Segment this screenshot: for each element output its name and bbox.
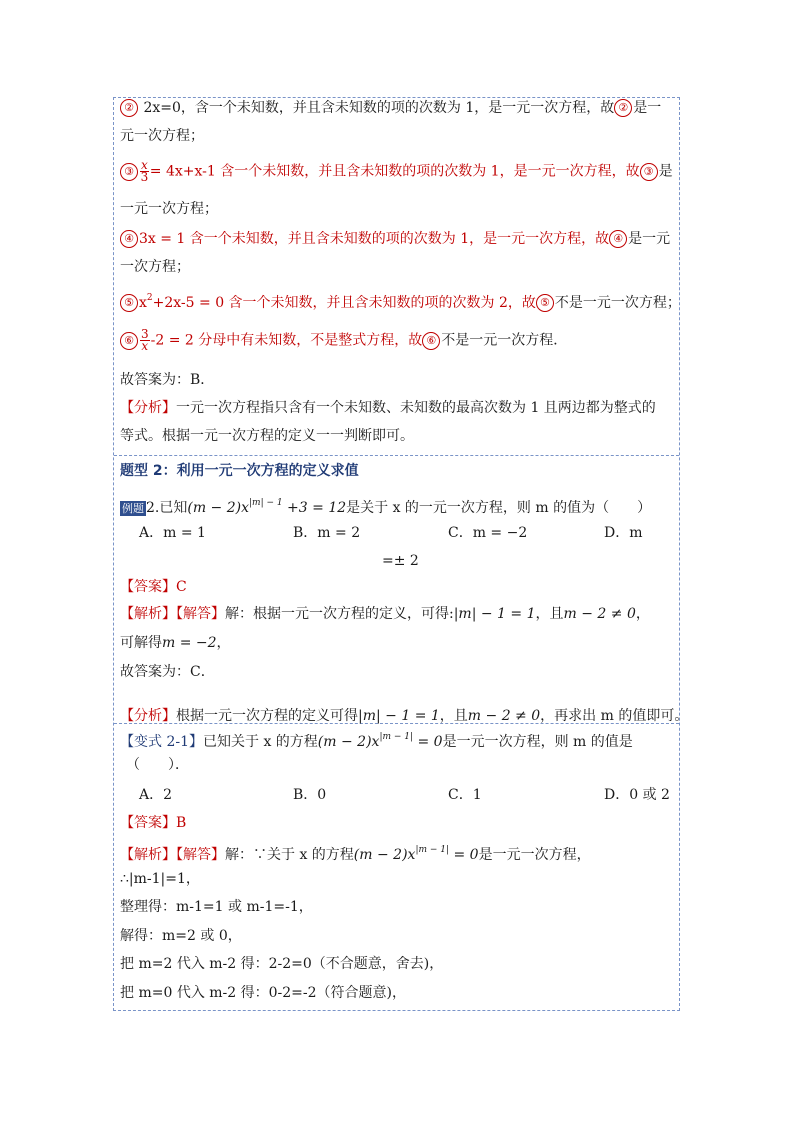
- analysis-text: 一元一次方程指只含有一个未知数、未知数的最高次数为 1 且两边都为整式的: [176, 400, 656, 416]
- item-3-line2: 一元一次方程；: [120, 201, 218, 217]
- equation: |m| − 1 = 1: [358, 708, 440, 724]
- equation: = 0: [413, 734, 443, 750]
- equation: m − 2 ≠ 0: [467, 708, 541, 724]
- equation: |m| − 1 = 1: [453, 606, 536, 622]
- circled-number: ②: [614, 99, 632, 117]
- answer-tag: 【答案】: [120, 815, 176, 831]
- solution-text: 是一元一次方程，: [478, 847, 591, 863]
- option-a: A．2: [139, 787, 173, 803]
- analysis-text: ，且: [439, 708, 468, 724]
- solution-line2: [120, 633, 231, 653]
- solution-text: 解：∵关于 x 的方程: [225, 847, 354, 863]
- option-d: D．0 或 2: [604, 787, 670, 803]
- analysis-tag: 【分析】: [120, 400, 176, 416]
- example-badge: 例题: [122, 502, 144, 515]
- item-text: 3x = 1 含一个未知数，并且含未知数的项的次数为 1，是一元一次方程，故: [139, 231, 610, 247]
- question-text: 是关于 x 的一元一次方程，则 m 的值为（ ）: [346, 500, 652, 516]
- solution-text: ，且: [535, 606, 564, 622]
- solution-text: ，: [635, 606, 650, 622]
- example-question: [120, 493, 651, 518]
- option-d-continued: =± 2: [382, 553, 419, 569]
- item-6-line: [120, 329, 567, 352]
- item-text: +2x-5 = 0 含一个未知数，并且含未知数的项的次数为 2，故: [152, 295, 536, 311]
- option-a: A．m = 1: [139, 525, 206, 541]
- exponent: |m − 1|: [379, 732, 414, 742]
- solution-line1: [120, 840, 591, 865]
- solution-line2: ∴|m-1|=1，: [120, 871, 200, 887]
- exponent: 2: [146, 293, 153, 303]
- circled-number: ⑤: [536, 294, 554, 312]
- variant-tag: 【变式 2-1】: [120, 734, 203, 750]
- item-4-line1: [120, 229, 670, 249]
- question-text: 已知关于 x 的方程: [203, 734, 318, 750]
- solution-line3: 故答案为：C．: [120, 664, 215, 680]
- exponent: |m| − 1: [249, 498, 283, 508]
- question-text: 是一元一次方程，则 m 的值是: [442, 734, 633, 750]
- numerator: 3: [141, 327, 149, 341]
- section-title: 题型 2：利用一元一次方程的定义求值: [120, 463, 359, 479]
- analysis-text: 根据一元一次方程的定义可得: [176, 708, 358, 724]
- analysis-text: ，再求出 m 的值即可。: [540, 708, 689, 724]
- circled-number: ⑥: [120, 332, 138, 350]
- equation: m − 2 ≠ 0: [563, 606, 636, 622]
- question-text: 2.已知: [146, 500, 188, 516]
- solution-line6: 把 m=0 代入 m-2 得：0-2=-2（符合题意)，: [120, 985, 407, 1001]
- circled-number: ④: [120, 230, 138, 248]
- option-b: B．0: [293, 787, 327, 803]
- circled-number: ②: [120, 99, 138, 117]
- solution-tag: 【解析】【解答】: [120, 847, 225, 863]
- option-c: C．m = −2: [448, 525, 528, 541]
- analysis-line: [120, 706, 688, 726]
- solution-line4: 解得：m=2 或 0，: [120, 928, 242, 944]
- item-5-line: [120, 288, 681, 313]
- item-3-line1: [120, 160, 673, 183]
- numerator: x: [141, 158, 148, 172]
- denominator: 3: [140, 170, 149, 184]
- solution-line3: 整理得：m-1=1 或 m-1=-1，: [120, 899, 313, 915]
- option-b: B．m = 2: [293, 525, 361, 541]
- equation: +3 = 12: [282, 500, 347, 516]
- option-d: D．m: [604, 525, 643, 541]
- answer-line: [120, 577, 187, 597]
- analysis-tag: 【分析】: [120, 708, 176, 724]
- answer-value: B: [176, 815, 187, 831]
- item-text: 不是一元一次方程．: [441, 332, 568, 349]
- circled-number: ⑤: [120, 294, 138, 312]
- circled-number: ④: [609, 230, 627, 248]
- equation: m = −2: [162, 635, 217, 651]
- solution-text: 解：根据一元一次方程的定义，可得:: [225, 606, 454, 622]
- solution-text: 可解得: [120, 635, 162, 651]
- circled-number: ③: [640, 163, 658, 181]
- exponent: |m − 1|: [415, 845, 450, 855]
- item-4-line2: 一次方程；: [120, 259, 190, 275]
- fraction: [140, 160, 149, 183]
- item-text: 2x=0，含一个未知数，并且含未知数的项的次数为 1，是一元一次方程，故: [139, 100, 615, 116]
- item-text: 是一元: [628, 231, 671, 247]
- equation: (m − 2)x: [187, 500, 249, 516]
- answer-value: C: [176, 579, 187, 595]
- answer-tag: 【答案】: [120, 579, 176, 595]
- solution-line1: [120, 604, 650, 624]
- item-text: -2 = 2 分母中有未知数，不是整式方程，故: [150, 332, 423, 349]
- analysis-line2: 等式。根据一元一次方程的定义一一判断即可。: [120, 428, 414, 444]
- item-text: = 4x+x-1 含一个未知数，并且含未知数的项的次数为 1，是一元一次方程，故: [149, 163, 640, 180]
- item-text: 是: [658, 163, 673, 180]
- equation: (m − 2)x: [317, 734, 380, 750]
- equation: (m − 2)x: [353, 847, 416, 863]
- analysis-line1: [120, 398, 656, 418]
- circled-number: ⑥: [422, 332, 440, 350]
- answer-line: [120, 813, 186, 833]
- option-c: C．1: [448, 787, 482, 803]
- denominator: x: [141, 339, 149, 353]
- equation: = 0: [449, 847, 479, 863]
- section-divider: [114, 455, 679, 456]
- fraction: [140, 329, 150, 352]
- solution-text: ，: [216, 635, 231, 651]
- item-text: 不是一元一次方程；: [554, 295, 681, 311]
- variant-question-line2: （ ）．: [126, 757, 189, 773]
- circled-number: ③: [120, 163, 138, 181]
- item-2-line2: 元一次方程；: [120, 128, 204, 144]
- item-text: x: [139, 295, 147, 311]
- item-2-line1: [120, 98, 661, 118]
- variant-question: [120, 727, 633, 752]
- answer-line: 故答案为：B．: [120, 372, 215, 388]
- solution-line5: 把 m=2 代入 m-2 得：2-2=0（不合题意，舍去)，: [120, 956, 444, 972]
- solution-tag: 【解析】【解答】: [120, 606, 225, 622]
- item-text: 是一: [633, 100, 662, 116]
